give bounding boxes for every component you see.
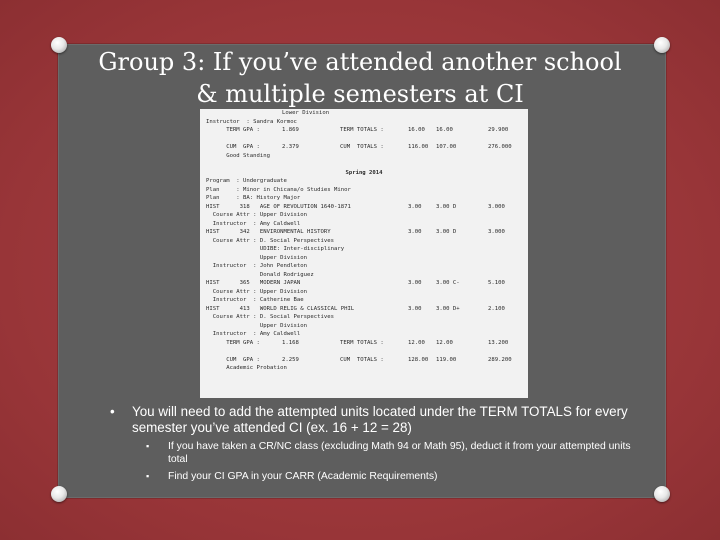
- transcript-cell: 1.168: [282, 339, 299, 346]
- transcript-row: [200, 186, 528, 195]
- sub-bullet-marker: ▪: [146, 471, 150, 481]
- transcript-cell: 3.00 D: [436, 203, 457, 210]
- transcript-cell: Donald Rodriguez: [206, 271, 314, 278]
- transcript-cell: TERM GPA :: [206, 127, 260, 133]
- transcript-row: [200, 220, 528, 229]
- pushpin-icon: [51, 486, 67, 502]
- bullet-list: [110, 404, 650, 483]
- transcript-cell: 3.00: [408, 305, 422, 312]
- transcript-screenshot: [200, 109, 528, 398]
- transcript-row: [200, 356, 528, 365]
- transcript-cell: 3.00 C-: [436, 280, 460, 286]
- transcript-row: [200, 228, 528, 237]
- transcript-row: [200, 296, 528, 305]
- transcript-row: [200, 347, 528, 356]
- transcript-row: [200, 211, 528, 220]
- transcript-cell: Upper Division: [206, 322, 308, 329]
- sub-bullet-item: [110, 470, 650, 483]
- transcript-cell: Course Attr : Upper Division: [206, 288, 308, 295]
- transcript-row: [200, 262, 528, 271]
- transcript-cell: 3.000: [488, 203, 505, 210]
- transcript-row: [200, 109, 528, 118]
- transcript-row: [200, 288, 528, 297]
- transcript-cell: 12.00: [408, 339, 425, 346]
- transcript-row: [200, 254, 528, 263]
- transcript-cell: Instructor : Amy Caldwell: [206, 331, 301, 337]
- transcript-cell: Academic Probation: [206, 365, 287, 371]
- transcript-row: [200, 118, 528, 127]
- transcript-cell: Plan : Minor in Chicana/o Studies Minor: [206, 186, 351, 193]
- transcript-cell: 3.00: [408, 203, 422, 210]
- transcript-cell: Course Attr : Upper Division: [206, 212, 308, 218]
- transcript-row: [200, 143, 528, 152]
- transcript-cell: 16.00: [436, 127, 453, 133]
- transcript-cell: HIST 365 MODERN JAPAN: [206, 280, 301, 286]
- transcript-cell: 3.00 D+: [436, 305, 460, 312]
- transcript-cell: 2.259: [282, 356, 299, 363]
- transcript-cell: HIST 342 ENVIRONMENTAL HISTORY: [206, 229, 331, 235]
- transcript-row: [200, 322, 528, 331]
- transcript-row: [200, 245, 528, 254]
- transcript-row: [200, 177, 528, 186]
- transcript-cell: 16.00: [408, 127, 425, 133]
- transcript-cell: TERM TOTALS :: [340, 339, 384, 346]
- transcript-cell: 13.200: [488, 339, 509, 346]
- transcript-row: [200, 271, 528, 280]
- transcript-row: [200, 169, 528, 178]
- transcript-cell: 12.00: [436, 339, 453, 346]
- bullet-marker: •: [110, 404, 115, 419]
- transcript-row: [200, 203, 528, 212]
- transcript-cell: 116.00: [408, 144, 429, 150]
- transcript-cell: 289.200: [488, 356, 512, 363]
- transcript-row: [200, 194, 528, 203]
- sub-bullet-item: [110, 440, 650, 466]
- transcript-cell: HIST 318 AGE OF REVOLUTION 1640-1871: [206, 203, 351, 210]
- transcript-cell: Instructor : Sandra Kormoc: [206, 118, 297, 125]
- transcript-row: [200, 135, 528, 144]
- transcript-cell: Course Attr : D. Social Perspectives: [206, 237, 334, 244]
- sub-bullet-text: If you have taken a CR/NC class (excluding Math 94 or Math 95), deduct it from your attempted units total: [168, 441, 631, 465]
- transcript-cell: Instructor : John Pendleton: [206, 263, 308, 269]
- transcript-cell: Plan : BA: History Major: [206, 195, 301, 201]
- pushpin-icon: [654, 486, 670, 502]
- transcript-cell: 128.00: [408, 356, 429, 363]
- transcript-cell: CUM GPA :: [206, 356, 260, 363]
- transcript-cell: HIST 413 WORLD RELIG & CLASSICAL PHIL: [206, 305, 355, 312]
- transcript-cell: Lower Division: [282, 110, 330, 116]
- bullet-text: You will need to add the attempted units located under the TERM TOTALS for every semester you’ve attended CI (ex. 16 + 12 = 28): [132, 404, 628, 435]
- transcript-cell: 2.379: [282, 144, 299, 150]
- transcript-cell: 5.100: [488, 280, 505, 286]
- transcript-row: [200, 330, 528, 339]
- transcript-cell: 1.869: [282, 127, 299, 133]
- sub-bullet-marker: ▪: [146, 441, 150, 451]
- transcript-cell: Instructor : Amy Caldwell: [206, 220, 301, 227]
- transcript-row: [200, 364, 528, 373]
- transcript-cell: CUM TOTALS :: [340, 144, 384, 150]
- sub-bullet-text: Find your CI GPA in your CARR (Academic Requirements): [168, 471, 438, 482]
- transcript-cell: TERM GPA :: [206, 339, 260, 346]
- transcript-cell: 3.000: [488, 229, 505, 235]
- transcript-cell: 3.00 D: [436, 229, 457, 235]
- transcript-cell: CUM TOTALS :: [340, 356, 384, 363]
- transcript-row: [200, 126, 528, 135]
- transcript-row: [200, 160, 528, 169]
- transcript-cell: 29.900: [488, 127, 509, 133]
- transcript-cell: TERM TOTALS :: [340, 127, 384, 133]
- transcript-row: [200, 313, 528, 322]
- transcript-cell: 2.100: [488, 305, 505, 312]
- transcript-cell: Good Standing: [206, 152, 270, 159]
- transcript-row: [200, 279, 528, 288]
- transcript-row: [200, 305, 528, 314]
- transcript-cell: Instructor : Catherine Bae: [206, 297, 304, 303]
- transcript-row: [200, 152, 528, 161]
- transcript-cell: 3.00: [408, 229, 422, 235]
- transcript-cell: CUM GPA :: [206, 144, 260, 150]
- transcript-cell: Upper Division: [206, 254, 308, 261]
- transcript-row: [200, 237, 528, 246]
- transcript-cell: 119.00: [436, 356, 457, 363]
- term-heading: Spring 2014: [345, 169, 383, 176]
- transcript-cell: UDIBE: Inter-disciplinary: [206, 246, 345, 252]
- transcript-cell: 276.000: [488, 144, 512, 150]
- transcript-cell: Program : Undergraduate: [206, 178, 287, 184]
- transcript-cell: 107.00: [436, 144, 457, 150]
- transcript-cell: Course Attr : D. Social Perspectives: [206, 314, 334, 320]
- bullet-item: [110, 404, 650, 436]
- slide-title: [60, 46, 660, 110]
- slide-title-line-1: Group 3: If you’ve attended another school: [98, 48, 622, 76]
- slide-title-line-2: & multiple semesters at CI: [196, 80, 524, 108]
- transcript-row: [200, 339, 528, 348]
- transcript-cell: 3.00: [408, 280, 422, 286]
